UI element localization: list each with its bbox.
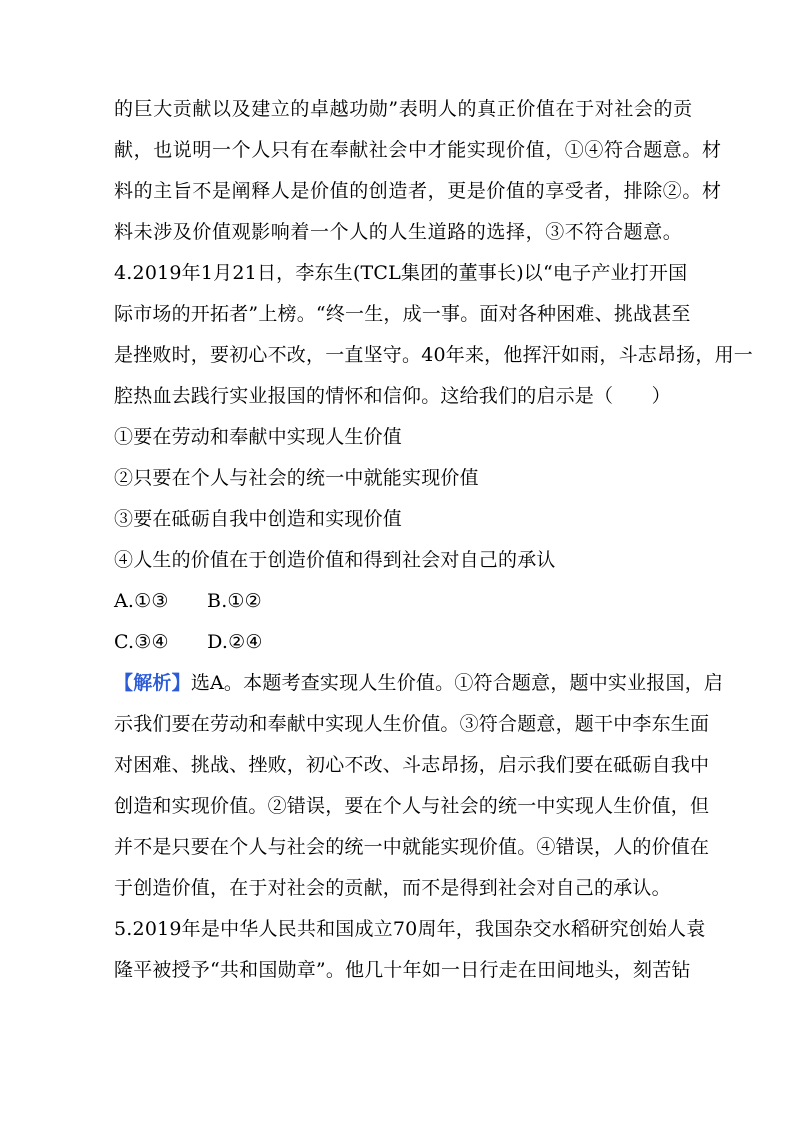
question-5 bbox=[114, 916, 706, 998]
analysis-text: 选A。本题考查实现人生价值。①符合题意，题中实业报国，启 bbox=[190, 672, 724, 694]
statement-1: ①要在劳动和奉献中实现人生价值 bbox=[114, 426, 403, 448]
statement-3: ③要在砥砺自我中创造和实现价值 bbox=[114, 508, 403, 530]
question-stem-line: 隆平被授予“共和国勋章”。他几十年如一日行走在田间地头，刻苦钻 bbox=[114, 959, 691, 981]
question-stem-line: 5.2019年是中华人民共和国成立70周年，我国杂交水稻研究创始人袁 bbox=[114, 918, 706, 940]
continuation-paragraph bbox=[114, 96, 722, 260]
question-stem-line: 腔热血去践行实业报国的情怀和信仰。这给我们的启示是（ ） bbox=[114, 385, 671, 407]
analysis-section bbox=[114, 670, 724, 916]
analysis-line: 示我们要在劳动和奉献中实现人生价值。③符合题意，题干中李东生面 bbox=[114, 713, 710, 735]
analysis-line: 于创造价值，在于对社会的贡献，而不是得到社会对自己的承认。 bbox=[114, 877, 671, 899]
paragraph-line: 料未涉及价值观影响着一个人的人生道路的选择，③不符合题意。 bbox=[114, 221, 683, 243]
paragraph-line: 料的主旨不是阐释人是价值的创造者，更是价值的享受者，排除②。材 bbox=[114, 180, 722, 202]
question-stem-line: 4.2019年1月21日，李东生(TCL集团的董事长)以“电子产业打开国 bbox=[114, 262, 688, 284]
paragraph-line: 献，也说明一个人只有在奉献社会中才能实现价值，①④符合题意。材 bbox=[114, 139, 722, 161]
options-row-cd: C.③④ D.②④ bbox=[114, 631, 263, 653]
question-stem-line: 际市场的开拓者”上榜。“终一生，成一事。面对各种困难、挑战甚至 bbox=[114, 303, 691, 325]
statement-4: ④人生的价值在于创造价值和得到社会对自己的承认 bbox=[114, 549, 556, 571]
analysis-first-line bbox=[114, 670, 724, 711]
analysis-line: 并不是只要在个人与社会的统一中就能实现价值。④错误，人的价值在 bbox=[114, 836, 710, 858]
analysis-label: 【解析】 bbox=[114, 672, 191, 694]
analysis-line: 创造和实现价值。②错误，要在个人与社会的统一中实现人生价值，但 bbox=[114, 795, 710, 817]
question-4 bbox=[114, 260, 753, 670]
statement-2: ②只要在个人与社会的统一中就能实现价值 bbox=[114, 467, 479, 489]
analysis-line: 对困难、挑战、挫败，初心不改、斗志昂扬，启示我们要在砥砺自我中 bbox=[114, 754, 710, 776]
paragraph-line: 的巨大贡献以及建立的卓越功勋”表明人的真正价值在于对社会的贡 bbox=[114, 98, 693, 120]
options-row-ab: A.①③ B.①② bbox=[114, 590, 262, 612]
document-page bbox=[114, 96, 753, 998]
question-stem-line: 是挫败时，要初心不改，一直坚守。40年来，他挥汗如雨，斗志昂扬，用一 bbox=[114, 344, 753, 366]
